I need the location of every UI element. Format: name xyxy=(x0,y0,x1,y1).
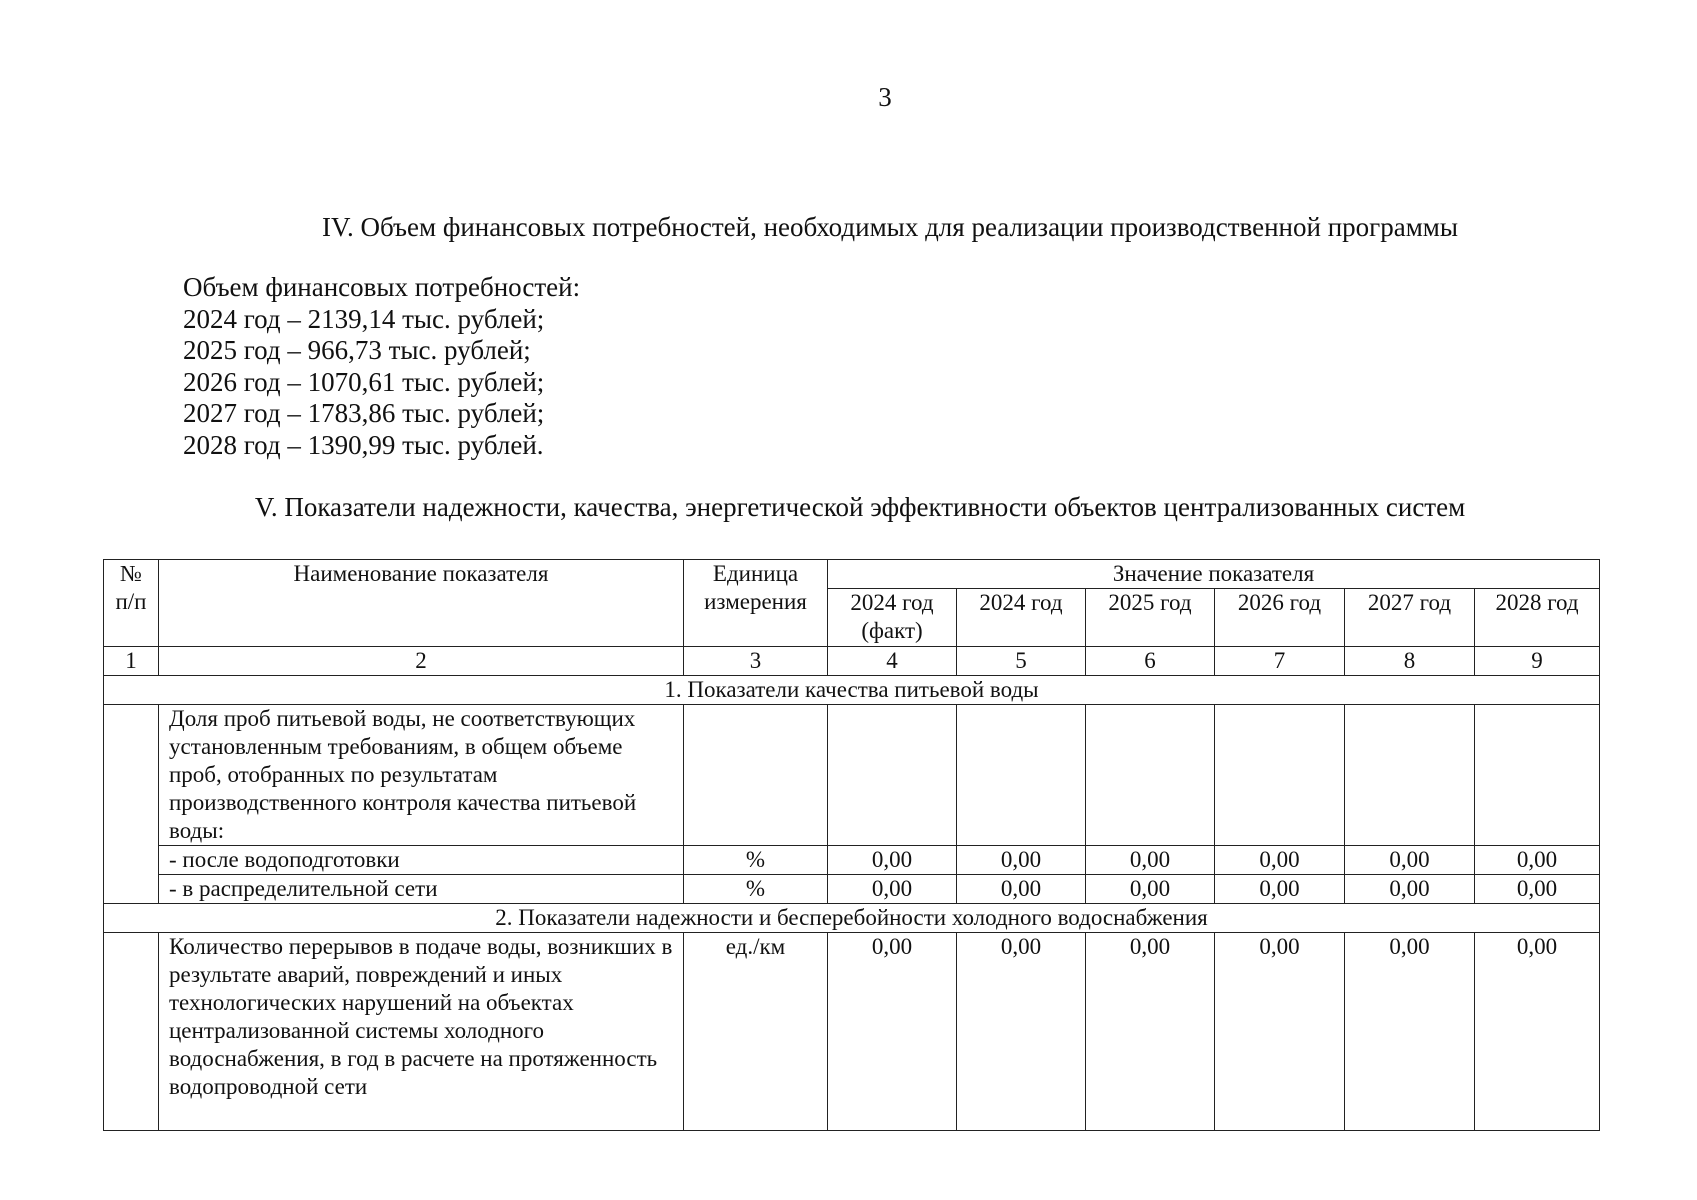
financial-needs-block xyxy=(183,272,580,461)
value-cell: 0,00 xyxy=(1086,875,1215,904)
column-number: 9 xyxy=(1475,647,1600,676)
value-cell: 0,00 xyxy=(1475,933,1600,1131)
indicators-table xyxy=(103,559,1600,1131)
value-cell: 0,00 xyxy=(1215,933,1345,1131)
empty-cell xyxy=(828,705,957,846)
indicator-subrow-label: - после водоподготовки xyxy=(159,846,684,875)
column-number: 1 xyxy=(104,647,159,676)
value-cell: 0,00 xyxy=(1345,933,1475,1131)
value-cell: 0,00 xyxy=(828,846,957,875)
section-5-title: V. Показатели надежности, качества, энергетической эффективности объектов централизованных систем xyxy=(254,492,1466,522)
empty-cell xyxy=(957,705,1086,846)
row-number xyxy=(104,705,159,904)
value-cell: 0,00 xyxy=(1475,846,1600,875)
financial-needs-line: 2026 год – 1070,61 тыс. рублей; xyxy=(183,366,545,397)
header-value: Значение показателя xyxy=(828,560,1600,589)
column-number: 7 xyxy=(1215,647,1345,676)
value-cell: 0,00 xyxy=(957,933,1086,1131)
empty-cell xyxy=(1475,705,1600,846)
group-title: 2. Показатели надежности и бесперебойности холодного водоснабжения xyxy=(104,904,1600,933)
column-number: 6 xyxy=(1086,647,1215,676)
header-year: 2025 год xyxy=(1086,589,1215,647)
value-cell: 0,00 xyxy=(1086,933,1215,1131)
header-unit: Единица измерения xyxy=(684,560,828,647)
column-number: 4 xyxy=(828,647,957,676)
header-year: 2024 год (факт) xyxy=(828,589,957,647)
row-number xyxy=(104,933,159,1131)
indicator-name: Количество перерывов в подаче воды, возникших в результате аварий, повреждений и иных технологических нарушений на объектах централизованной системы холодного водоснабжения, в год в расчете на протяженность водопроводной сети xyxy=(159,933,684,1131)
column-number: 2 xyxy=(159,647,684,676)
empty-cell xyxy=(1086,705,1215,846)
empty-cell xyxy=(1345,705,1475,846)
header-year: 2026 год xyxy=(1215,589,1345,647)
header-year: 2027 год xyxy=(1345,589,1475,647)
value-cell: 0,00 xyxy=(1086,846,1215,875)
column-number: 5 xyxy=(957,647,1086,676)
indicator-subrow-label: - в распределительной сети xyxy=(159,875,684,904)
column-number: 3 xyxy=(684,647,828,676)
value-cell: 0,00 xyxy=(1345,875,1475,904)
value-cell: 0,00 xyxy=(957,846,1086,875)
financial-needs-intro: Объем финансовых потребностей: xyxy=(183,272,581,302)
value-cell: 0,00 xyxy=(1215,846,1345,875)
unit-cell: ед./км xyxy=(684,933,828,1131)
header-number: № п/п xyxy=(104,560,159,647)
value-cell: 0,00 xyxy=(828,875,957,904)
value-cell: 0,00 xyxy=(828,933,957,1131)
header-year: 2028 год xyxy=(1475,589,1600,647)
header-name: Наименование показателя xyxy=(159,560,684,647)
page-number: 3 xyxy=(878,82,892,112)
section-4-title: IV. Объем финансовых потребностей, необходимых для реализации производственной программы xyxy=(321,212,1459,242)
empty-cell xyxy=(1215,705,1345,846)
value-cell: 0,00 xyxy=(1345,846,1475,875)
group-title: 1. Показатели качества питьевой воды xyxy=(104,676,1600,705)
value-cell: 0,00 xyxy=(957,875,1086,904)
empty-cell xyxy=(684,705,828,846)
financial-needs-line: 2028 год – 1390,99 тыс. рублей. xyxy=(183,429,544,460)
unit-cell: % xyxy=(684,875,828,904)
value-cell: 0,00 xyxy=(1475,875,1600,904)
financial-needs-line: 2025 год – 966,73 тыс. рублей; xyxy=(183,335,531,365)
financial-needs-line: 2027 год – 1783,86 тыс. рублей; xyxy=(183,398,545,428)
indicator-name: Доля проб питьевой воды, не соответствующих установленным требованиям, в общем объеме проб, отобранных по результатам производственного контроля качества питьевой воды: xyxy=(159,705,684,846)
value-cell: 0,00 xyxy=(1215,875,1345,904)
financial-needs-line: 2024 год – 2139,14 тыс. рублей; xyxy=(183,303,545,334)
unit-cell: % xyxy=(684,846,828,875)
column-number: 8 xyxy=(1345,647,1475,676)
header-year: 2024 год xyxy=(957,589,1086,647)
